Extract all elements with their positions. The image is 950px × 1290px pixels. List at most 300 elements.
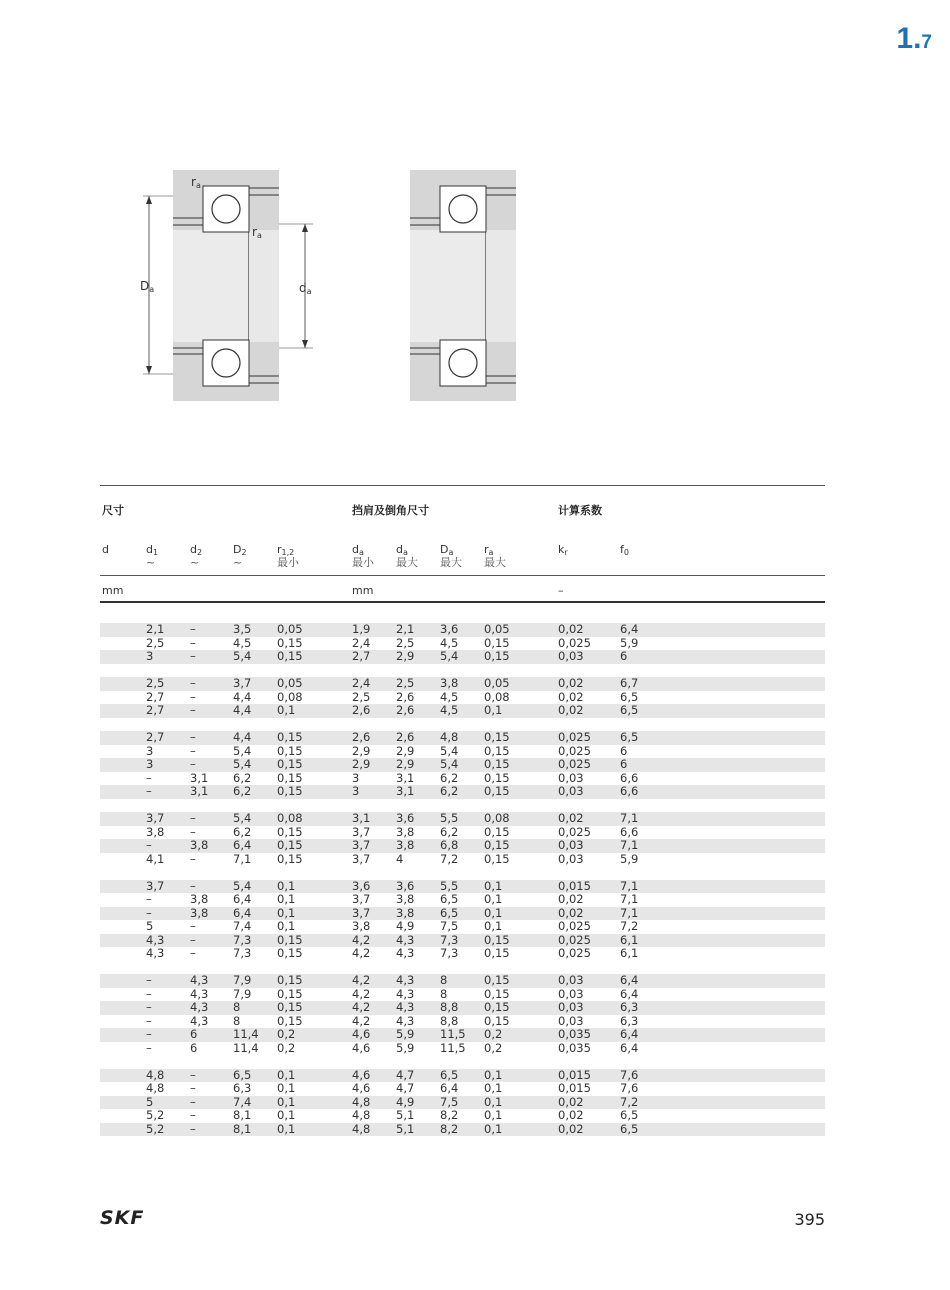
table-cell: 7,1: [620, 878, 639, 893]
table-cell: 3,7: [146, 878, 165, 893]
table-cell: 4,8: [146, 1081, 165, 1095]
table-cell: 7,1: [620, 905, 639, 920]
table-cell: –: [146, 1027, 152, 1041]
table-cell: 0,025: [558, 932, 591, 947]
table-cell: 0,15: [484, 824, 510, 839]
column-header: [233, 543, 247, 569]
table-cell: 2,4: [352, 676, 371, 690]
table-cell: 0,1: [484, 878, 503, 893]
table-cell: 6,1: [620, 932, 639, 947]
table-cell: 3,6: [440, 622, 459, 636]
table-cell: –: [190, 851, 196, 866]
table-cell: –: [190, 757, 196, 771]
table-row: [100, 853, 825, 867]
column-qualifier: 最大: [396, 556, 418, 569]
table-row: [100, 1069, 825, 1083]
table-cell: 4,3: [396, 1013, 415, 1028]
table-cell: –: [146, 905, 152, 920]
table-row: [100, 745, 825, 759]
table-cell: 4,1: [146, 851, 165, 866]
table-row: [100, 704, 825, 718]
table-cell: 3,8: [396, 892, 415, 906]
column-subscript: a: [358, 548, 364, 557]
label-da: $d_a$: [299, 281, 312, 296]
column-header: [620, 543, 629, 556]
table-cell: 0,02: [558, 892, 584, 906]
table-cell: 6,5: [620, 1108, 639, 1122]
table-cell: 0,05: [484, 622, 510, 636]
section-major: 1.: [896, 22, 922, 55]
table-cell: 4,6: [352, 1067, 371, 1082]
column-header: [396, 543, 418, 569]
table-row: [100, 974, 825, 988]
table-cell: 0,02: [558, 811, 584, 825]
table-cell: –: [190, 743, 196, 758]
table-cell: 4,6: [352, 1081, 371, 1095]
table-row: [100, 758, 825, 772]
table-row: [100, 637, 825, 651]
table-cell: 6,5: [440, 1067, 459, 1082]
table-cell: 0,025: [558, 824, 591, 839]
table-cell: 2,9: [396, 649, 415, 663]
table-cell: 0,02: [558, 676, 584, 690]
table-cell: 4,4: [233, 703, 252, 717]
column-qualifier: 最小: [277, 556, 299, 569]
table-cell: 7,5: [440, 1094, 459, 1109]
table-cell: 3,8: [146, 824, 165, 839]
section-number: [896, 22, 932, 56]
table-cell: 8: [233, 1000, 241, 1014]
table-cell: 0,1: [277, 1067, 296, 1082]
table-cell: 0,15: [277, 1000, 303, 1014]
column-symbol: D: [440, 543, 449, 556]
table-row: [100, 1123, 825, 1137]
table-cell: 5,1: [396, 1108, 415, 1122]
table-cell: 2,7: [146, 730, 165, 744]
table-cell: 4,8: [352, 1121, 371, 1136]
table-cell: 4,2: [352, 1013, 371, 1028]
table-cell: 0,08: [277, 811, 303, 825]
table-cell: 3,7: [352, 838, 371, 852]
table-cell: 8,8: [440, 1013, 459, 1028]
table-cell: 6,4: [440, 1081, 459, 1095]
unit-abutment: mm: [352, 584, 374, 597]
table-cell: 0,1: [277, 703, 296, 717]
table-cell: 8,1: [233, 1121, 252, 1136]
table-cell: 0,025: [558, 635, 591, 650]
table-cell: 7,3: [440, 946, 459, 960]
table-row: [100, 812, 825, 826]
table-cell: 4,2: [352, 932, 371, 947]
table-cell: 6,5: [233, 1067, 252, 1082]
table-cell: 6,5: [620, 730, 639, 744]
table-cell: 0,1: [277, 1081, 296, 1095]
table-cell: 7,6: [620, 1081, 639, 1095]
table-cell: 2,7: [146, 703, 165, 717]
table-cell: 5,9: [396, 1040, 415, 1055]
table-cell: 2,9: [352, 757, 371, 771]
table-cell: 6,6: [620, 784, 639, 798]
table-cell: 0,035: [558, 1040, 591, 1055]
table-cell: 3,7: [233, 676, 252, 690]
header-factors: 计算系数: [558, 504, 602, 517]
table-cell: 5,4: [440, 649, 459, 663]
table-cell: 0,15: [484, 838, 510, 852]
table-cell: 3: [146, 743, 154, 758]
table-cell: 11,4: [233, 1027, 259, 1041]
table-cell: 3,8: [190, 892, 209, 906]
table-cell: 4,3: [190, 973, 209, 987]
table-cell: –: [190, 919, 196, 933]
table-cell: 3,7: [352, 851, 371, 866]
column-header: [190, 543, 202, 569]
table-cell: 0,1: [484, 905, 503, 920]
column-qualifier: ~: [146, 556, 156, 569]
label-ra-top: $r_a$: [191, 175, 201, 190]
table-cell: –: [146, 784, 152, 798]
table-cell: 0,03: [558, 851, 584, 866]
table-row: [100, 785, 825, 799]
table-cell: 0,025: [558, 730, 591, 744]
table-cell: 7,1: [620, 838, 639, 852]
table-cell: 0,1: [484, 703, 503, 717]
table-cell: 6,2: [233, 770, 252, 785]
column-qualifier: 最大: [440, 556, 462, 569]
column-header: [102, 543, 109, 556]
table-cell: 5: [146, 919, 154, 933]
table-cell: 2,6: [396, 730, 415, 744]
table-cell: 4,3: [190, 986, 209, 1001]
table-cell: 7,4: [233, 1094, 252, 1109]
table-cell: 4,6: [352, 1040, 371, 1055]
table-cell: 1,9: [352, 622, 371, 636]
table-cell: 4,3: [146, 946, 165, 960]
table-cell: 5,1: [396, 1121, 415, 1136]
table-cell: –: [190, 811, 196, 825]
table-cell: 0,15: [277, 824, 303, 839]
table-row: [100, 947, 825, 961]
table-cell: 0,15: [484, 649, 510, 663]
table-cell: 6,5: [620, 703, 639, 717]
table-cell: 3: [146, 757, 154, 771]
table-cell: 0,1: [484, 919, 503, 933]
table-cell: 0,02: [558, 689, 584, 704]
table-cell: 0,015: [558, 878, 591, 893]
header-dimensions: 尺寸: [102, 504, 124, 517]
table-cell: 6,2: [440, 784, 459, 798]
table-cell: 0,035: [558, 1027, 591, 1041]
table-cell: –: [190, 1094, 196, 1109]
table-cell: 2,7: [146, 689, 165, 704]
table-cell: 4,4: [233, 730, 252, 744]
table-cell: 6: [190, 1040, 198, 1055]
table-cell: 3,8: [396, 905, 415, 920]
table-cell: 0,03: [558, 770, 584, 785]
table-cell: 0,15: [277, 932, 303, 947]
table-cell: 0,15: [277, 946, 303, 960]
table-cell: 0,1: [277, 1121, 296, 1136]
table-cell: 6,2: [233, 824, 252, 839]
table-cell: 5,4: [233, 757, 252, 771]
table-row: [100, 988, 825, 1002]
table-cell: 4,9: [396, 919, 415, 933]
table-cell: 5,9: [620, 635, 639, 650]
table-cell: 4,3: [190, 1000, 209, 1014]
table-row: [100, 907, 825, 921]
table-cell: 5,2: [146, 1121, 165, 1136]
table-cell: 8,2: [440, 1108, 459, 1122]
table-cell: 6,3: [620, 1000, 639, 1014]
table-cell: 0,15: [484, 730, 510, 744]
table-cell: 6: [190, 1027, 198, 1041]
table-cell: 0,015: [558, 1081, 591, 1095]
table-cell: –: [190, 649, 196, 663]
table-cell: 0,05: [277, 622, 303, 636]
table-cell: 2,5: [146, 676, 165, 690]
table-cell: 2,5: [396, 635, 415, 650]
table-cell: 7,1: [620, 892, 639, 906]
table-row: [100, 826, 825, 840]
label-ra-inner: $r_a$: [252, 225, 262, 240]
table-cell: 6: [620, 743, 628, 758]
table-cell: 4,3: [146, 932, 165, 947]
table-cell: 0,15: [484, 932, 510, 947]
table-cell: 4,3: [396, 932, 415, 947]
table-cell: 4,4: [233, 689, 252, 704]
table-cell: 3,8: [190, 838, 209, 852]
table-cell: 0,025: [558, 946, 591, 960]
table-row: [100, 1096, 825, 1110]
table-cell: 4,8: [352, 1094, 371, 1109]
page-number: 395: [794, 1210, 825, 1229]
table-cell: 6,4: [620, 973, 639, 987]
table-cell: 3,1: [352, 811, 371, 825]
table-cell: –: [146, 770, 152, 785]
column-qualifier: 最小: [352, 556, 374, 569]
table-cell: –: [190, 946, 196, 960]
table-cell: 0,1: [484, 1108, 503, 1122]
table-cell: 6,4: [233, 892, 252, 906]
table-cell: 5,4: [233, 878, 252, 893]
table-cell: 6,5: [620, 689, 639, 704]
table-cell: 3: [352, 770, 360, 785]
table-cell: 7,9: [233, 986, 252, 1001]
table-cell: 0,02: [558, 622, 584, 636]
table-cell: 0,1: [277, 1094, 296, 1109]
table-cell: 6,6: [620, 824, 639, 839]
table-cell: 6,3: [620, 1013, 639, 1028]
column-symbol: f: [620, 543, 624, 556]
table-cell: 6,3: [233, 1081, 252, 1095]
table-cell: 0,15: [484, 946, 510, 960]
table-cell: 3,7: [146, 811, 165, 825]
table-cell: 0,08: [484, 811, 510, 825]
section-minor: 7: [921, 32, 932, 53]
unit-factors: –: [558, 584, 564, 597]
table-cell: 6,5: [440, 892, 459, 906]
column-symbol: r: [484, 543, 489, 556]
table-cell: 6,2: [440, 824, 459, 839]
table-cell: 3,8: [396, 838, 415, 852]
table-cell: 2,1: [146, 622, 165, 636]
column-subscript: 2: [241, 548, 247, 557]
table-cell: 6,4: [233, 838, 252, 852]
table-cell: 3: [146, 649, 154, 663]
table-cell: 3,5: [233, 622, 252, 636]
table-cell: 7,1: [233, 851, 252, 866]
table-cell: 0,15: [484, 851, 510, 866]
table-cell: 7,2: [440, 851, 459, 866]
table-cell: 4,3: [396, 986, 415, 1001]
table-cell: 0,15: [277, 730, 303, 744]
column-header: [146, 543, 158, 569]
table-cell: 4,5: [440, 689, 459, 704]
table-unit-rule: [100, 601, 825, 603]
table-cell: 3,7: [352, 905, 371, 920]
column-symbol: D: [233, 543, 242, 556]
table-cell: 4,2: [352, 986, 371, 1001]
table-cell: 7,6: [620, 1067, 639, 1082]
table-cell: 0,03: [558, 784, 584, 798]
table-cell: 2,9: [352, 743, 371, 758]
table-cell: 4,8: [146, 1067, 165, 1082]
table-cell: 7,1: [620, 811, 639, 825]
table-cell: 4,7: [396, 1081, 415, 1095]
table-cell: 4,7: [396, 1067, 415, 1082]
table-row: [100, 839, 825, 853]
table-cell: 7,5: [440, 919, 459, 933]
table-cell: –: [190, 824, 196, 839]
table-cell: 0,15: [277, 838, 303, 852]
table-cell: 0,15: [277, 770, 303, 785]
table-cell: 2,7: [352, 649, 371, 663]
table-cell: 0,1: [484, 1121, 503, 1136]
table-cell: 6,7: [620, 676, 639, 690]
column-header: [352, 543, 374, 569]
table-cell: –: [146, 1040, 152, 1055]
bearing-figure-right: [410, 168, 518, 404]
table-cell: 0,1: [484, 1094, 503, 1109]
table-cell: 4,6: [352, 1027, 371, 1041]
table-cell: 3,8: [190, 905, 209, 920]
table-cell: –: [190, 1081, 196, 1095]
table-cell: 4,3: [396, 1000, 415, 1014]
table-cell: 0,1: [484, 1081, 503, 1095]
table-cell: 0,15: [277, 1013, 303, 1028]
table-cell: 0,025: [558, 757, 591, 771]
table-cell: 2,6: [396, 689, 415, 704]
table-cell: 0,02: [558, 1094, 584, 1109]
table-cell: 2,1: [396, 622, 415, 636]
table-cell: 0,15: [484, 1013, 510, 1028]
table-cell: 4,3: [190, 1013, 209, 1028]
table-cell: 8,2: [440, 1121, 459, 1136]
table-cell: 0,02: [558, 1108, 584, 1122]
column-symbol: d: [190, 543, 197, 556]
table-cell: 0,1: [277, 892, 296, 906]
table-cell: –: [190, 932, 196, 947]
table-cell: 0,15: [484, 743, 510, 758]
table-cell: 5,2: [146, 1108, 165, 1122]
table-cell: 7,2: [620, 919, 639, 933]
table-cell: 3,6: [352, 878, 371, 893]
table-cell: 5,4: [233, 743, 252, 758]
column-subscript: 2: [196, 548, 203, 557]
table-cell: 4,8: [440, 730, 459, 744]
table-cell: 8: [440, 973, 448, 987]
table-cell: 0,02: [558, 905, 584, 920]
table-cell: 6,5: [620, 1121, 639, 1136]
table-cell: 0,15: [277, 757, 303, 771]
table-cell: 3,7: [352, 892, 371, 906]
table-cell: 5: [146, 1094, 154, 1109]
table-cell: 0,2: [484, 1040, 503, 1055]
table-cell: 6,4: [233, 905, 252, 920]
column-subscript: 0: [623, 548, 629, 557]
table-cell: 7,2: [620, 1094, 639, 1109]
table-cell: 4,2: [352, 946, 371, 960]
table-cell: 2,6: [352, 730, 371, 744]
table-cell: 6,2: [440, 770, 459, 785]
table-cell: 0,15: [277, 649, 303, 663]
table-cell: 6,8: [440, 838, 459, 852]
table-cell: 5,5: [440, 878, 459, 893]
table-cell: 6: [620, 649, 628, 663]
table-cell: –: [190, 878, 196, 893]
header-abutment: 挡肩及倒角尺寸: [352, 504, 429, 517]
bearing-figure-left: [135, 168, 325, 404]
table-cell: 0,15: [277, 784, 303, 798]
table-row: [100, 1028, 825, 1042]
table-row: [100, 677, 825, 691]
table-cell: 6,4: [620, 1027, 639, 1041]
table-cell: 4,3: [396, 973, 415, 987]
table-row: [100, 1042, 825, 1056]
table-cell: 6,4: [620, 1040, 639, 1055]
table-cell: 0,15: [277, 635, 303, 650]
table-cell: 11,4: [233, 1040, 259, 1055]
table-cell: 0,03: [558, 986, 584, 1001]
table-cell: 6,1: [620, 946, 639, 960]
table-cell: 5,4: [233, 649, 252, 663]
table-cell: 5,9: [620, 851, 639, 866]
table-cell: 6,5: [440, 905, 459, 920]
table-cell: –: [190, 676, 196, 690]
column-qualifier: 最大: [484, 556, 506, 569]
table-cell: –: [190, 1108, 196, 1122]
table-cell: 7,3: [233, 932, 252, 947]
table-cell: –: [146, 1000, 152, 1014]
table-cell: –: [146, 892, 152, 906]
table-cell: 8: [440, 986, 448, 1001]
table-cell: 0,15: [484, 986, 510, 1001]
table-cell: 0,15: [277, 986, 303, 1001]
table-cell: 0,025: [558, 919, 591, 933]
column-symbol: k: [558, 543, 565, 556]
table-row: [100, 1001, 825, 1015]
table-cell: 0,03: [558, 973, 584, 987]
table-cell: –: [190, 730, 196, 744]
table-cell: 2,5: [396, 676, 415, 690]
table-cell: 3,1: [190, 770, 209, 785]
unit-dimensions: mm: [102, 584, 124, 597]
table-cell: 7,9: [233, 973, 252, 987]
table-cell: 6,6: [620, 770, 639, 785]
table-cell: 0,03: [558, 1000, 584, 1014]
table-cell: 0,15: [277, 743, 303, 758]
column-symbol: d: [146, 543, 153, 556]
table-cell: 4,9: [396, 1094, 415, 1109]
